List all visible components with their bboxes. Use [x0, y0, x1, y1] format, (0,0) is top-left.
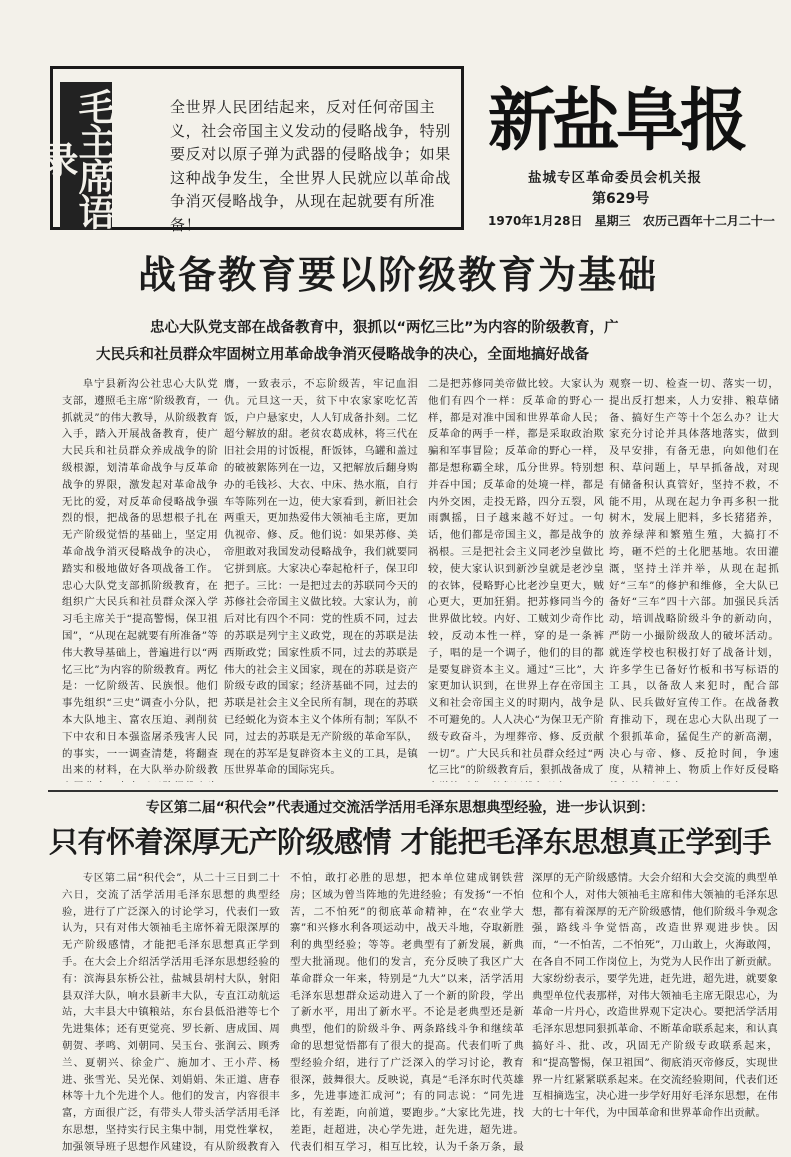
article1-col4-text: 观察一切、检查一切、落实一切，提出反打想来，人力安排、粮草储备、搞好生产等十个怎么办？让大家充分讨论并具体落地落实，做到及早安排，有备无患，向如他们在积、草问题上，早早抓备战，对现有储备积认真管好，坚持不救，不能不用，从现在起力争再多积一批树木，发展上肥料，多长猪猪养，放养绿萍和繁殖生殖，大搞打不垮，砸不烂的土化肥基地。农田灌溉，坚持土洋并举，从现在起抓好“三车”的修护和维修，全大队已备好“三车”四十六部。加强民兵活动，培训战略阶级斗争的新动向，严防一小撮阶级敌人的破坏活动。就连学校也积极打好了战备计划，许多学生已备好竹板和书写标语的工具，以备敌人来犯时，配合部队、民兵做好宣传工作。在战备教育推动下，现在忠心大队出现了一个狠抓革命，猛促生产的新高潮，决心与帝、修、反抢时间，争速度，从精神上、物质上作好反侵略: [609, 378, 779, 777]
issue-number: 第629号: [592, 191, 650, 207]
article2-col3-text: 深厚的无产阶级感情。大会介绍和大会交流的典型单位和个人，对伟大领袖毛主席和伟大领袖的毛泽东思想，都有着深厚的无产阶级感情，他们阶级斗争观念强，路线斗争觉悟高，改造世界观进步快。因而，“一不怕苦，二不怕死”，刀山敢上，火海敢闯，在各自不同工作岗位上，为党为人民作出了新贡献。大家纷纷表示，要学先进，赶先进，超先进，就要象典型单位代表那样，对伟大领袖毛主席无限忠心，为革命一片丹心，改造世界观下定决心。要把活学活用毛泽东思想同狠抓革命、不断革命联系起来，和认真搞好斗、批、改，巩固无产阶级专政联系起来，和“提高警惕，保卫祖国”、彻底消灭帝修反，实现世界一片红紧紧联系起来。在交流经验期间，代表们还互相摘选宝，决心进一步学好用好毛泽东思想，在伟大的七十年代，为中国革命和世界革命作出贡献。: [532, 872, 778, 1120]
article1-subhead-line1: 忠心大队党支部在战备教育中，狠抓以“两忆三比”为内容的阶级教育，广: [150, 320, 619, 336]
article1-col1-text: 阜宁县新沟公社忠心大队党支部，遵照毛主席“阶级教育，一抓就灵”的伟大教导，从阶级教育入手，踏入开展战备教育，使广大民兵和社员群众养成战争的阶级根源，划清革命战争与反革命战争的界限，激发起对革命战争无比的爱，对反革命侵略战争强烈的恨，把战备的思想根子扎在无产阶级觉悟的基础上，坚定用革命战争消灭侵略战争的决心，踏实和极地做好各项战备工作。忠心大队党支部抓阶级教育，在组织广大民兵和社员群众深入学习毛主席关于“提高警惕，保卫祖国”，“从现在起就要有所准备”等伟大教导基础上，普遍进行以“两忆三比”为内容的阶级教育。两忆是：一忆阶级苦、民族恨。他们事先组织“三史”调查小分队，把本大队地主、富农压迫、剥削贫下中农和日本强盗屠杀残害人民的事实，一一调查清楚，将翻查出来的材料，在大队举办阶级教: [62, 378, 218, 777]
publisher-line: 盐城专区革命委员会机关报: [528, 170, 702, 186]
article1-subhead-line2: 大民兵和社员群众牢固树立用革命战争消灭侵略战争的决心，全面地搞好战备: [96, 347, 589, 363]
article1-col2-text: 膺，一致表示，不忘阶级苦，牢记血泪仇。元旦这一天，贫下中农家家吃忆苦饭，户户悬家史，人人钉成备扑刻。二忆超兮解放的甜。老贫农葛成林，将三代在旧社会用的讨饭棍，酐饭钵，乌罐和盖过的破被絮陈列在一边，又把解放后翻身购办的毛钱衫、大衣、中床、热水瓶，自行车等陈列在一边，使大家看到，新旧社会两重天，更加热爱伟大领袖毛主席，更加仇视帝、修、反。他们说：如果苏修、美帝胆敢对我国发动侵略战争，我们就要同它拼到底。大家决心奉起枪杆子，保卫印把子。三比：一是把过去的苏联同今天的苏修社会帝国主义做比较。大家认为，前后对比有四个不同：党的性质不同，过去的苏联是列宁主义政党，现在的苏联是法西斯政党；国家性质不同，过去的苏联是伟大的社会主义国家，现在的苏联是资产阶级专政的国家；经济基础不同，过去的苏联是社会主义全民所有制，现在的苏联已经蜕化为资本主义个体所有制；军队不同，过去的苏联是无产阶级的革命军队，现在的苏军是复辟资本主义的工具，是镇压世界革命的国际宪兵。: [224, 378, 418, 777]
article1-headline: 战备教育要以阶级教育为基础: [137, 253, 658, 297]
article1-column-1: [62, 376, 218, 782]
article2-kicker: 专区第二届“积代会”代表通过交流活学活用毛泽东思想典型经验，进一步认识到：: [145, 800, 655, 816]
newspaper-masthead: 新盐阜报: [488, 82, 745, 161]
quotation-box-label: 毛主席语录: [60, 82, 112, 230]
date: 1970年1月28日: [488, 214, 583, 228]
article2-col2-text: 不怕，敢打必胜的思想，把本单位建成钢铁营房；区域为曾当阵地的先进经验；有发扬“一不怕苦，二不怕死”的彻底革命精神，在“农业学大寨”和兴修水利各项运动中，战天斗地，夺取新胜利的典型经验；等等。老典型有了新发展，新典型大批涌现。他们的发言，充分反映了我区广大革命群众一年来，特别是“九大”以来，活学活用毛泽东思想群众运动进入了一个新的阶段，学出了新水平，用出了新水平。不论是老典型还是新典型，他们的阶级斗争、两条路线斗争和继续革命的思想觉悟都有了很大的提高。代表们听了典型经验介绍，进行了广泛深入的学习讨论，教育很深，鼓舞很大。反映说，真是“毛泽东时代英雄多，先进事迹汇成河”；有的同志说：“同先进比，有差距，向前道，要跑步。”大家比先进，找差距，赶超进，决心学先进，赶先进，超先进。代表们相互学习，相互比较，认为千条万条，最: [290, 872, 524, 1153]
article2-column-3: [532, 870, 778, 1156]
weekday: 星期三: [594, 214, 631, 228]
article2-column-2: [290, 870, 524, 1156]
article2-col1-text: 专区第二届“积代会”，从二十三日到二十六日，交流了活学活用毛泽东思想的典型经验，进行了广泛深入的讨论学习，代表们一致认为，只有对伟大领袖毛主席怀着无限深厚的无产阶级感情，才能把毛泽东思想真正学到手。在大会上介绍活学活用毛泽东思想经验的有：滨海县东桥公社，盐城县胡村大队，射阳县双洋大队，响水县新丰大队，专直江动航运站，大丰县大中镇粮站，东台县低沿港等七个先进集体；还有更觉亮、罗长新、唐成国、周朝贺、孝鸣、刘朝同、吴玉台、张润云、顾秀兰、夏朝兴、徐金广、施加才、王小芹、杨进、张雪光、吴光保、刘娟娟、朱正道、唐春林等十九个先进个人。他们的发言，内容很丰富，方面很广泛，有带头人带头活学活用毛泽东思想，坚持实行民主集中制，用党性掌权，加强领导班子思想作风建设，有从阶级教育入: [62, 872, 280, 1153]
section-divider: [48, 790, 778, 792]
article2-headline: 只有怀着深厚无产阶级感情 才能把毛泽东思想真正学到手: [48, 825, 772, 859]
lunar-date: 农历己酉年十二月二十一: [642, 214, 775, 228]
article2-column-1: [62, 870, 280, 1156]
article1-column-3: [428, 376, 604, 782]
dateline: [488, 212, 783, 229]
article1-column-2: [224, 376, 418, 782]
quotation-text: 全世界人民团结起来，反对任何帝国主义，社会帝国主义发动的侵略战争，特别要反对以原子弹为武器的侵略战争；如果这种战争发生，全世界人民就应以革命战争消灭侵略战争，从现在起就要有所准备！: [170, 98, 451, 234]
article1-column-4: [609, 376, 779, 782]
article1-subhead: [96, 315, 740, 369]
article1-col3-text: 二是把苏修同美帝做比较。大家认为他们有四个一样：反革命的野心一样，都是对准中国和世界革命人民；反革命的两手一样，都是采取政治欺骗和军事冒险；反革命的野心一样，都是想称霸全球，瓜分世界。特别想并吞中国；反革命的处境一样，都是内外交困，走投无路，四分五裂，风雨飘摇，日子越来越不好过。一句话，他们都是帝国主义，都是战争的祸根。三是把社会主义同老沙皇做比较，使大家认识到新沙皇就是老沙皇的衣钵，侵略野心比老沙皇更大，贼心更大，更加狂狷。把苏修同当今的世界做比较。内好、工贼刘少奇作比较，反动本性一样，穿的是一条裤子，唱的是一个调子，他们的目的都是要复辟资本主义。通过“三比”，大家更加认识到，在世界上存在帝国主义和社会帝国主义的时期内，战争是不可避免的。人人决心“为保卫无产阶级专政奋斗，为埋葬帝、修、反贡献一切”。广大民兵和社员群众经过“两忆三比”的阶级教育后，狠抓战备成了: [428, 378, 604, 777]
